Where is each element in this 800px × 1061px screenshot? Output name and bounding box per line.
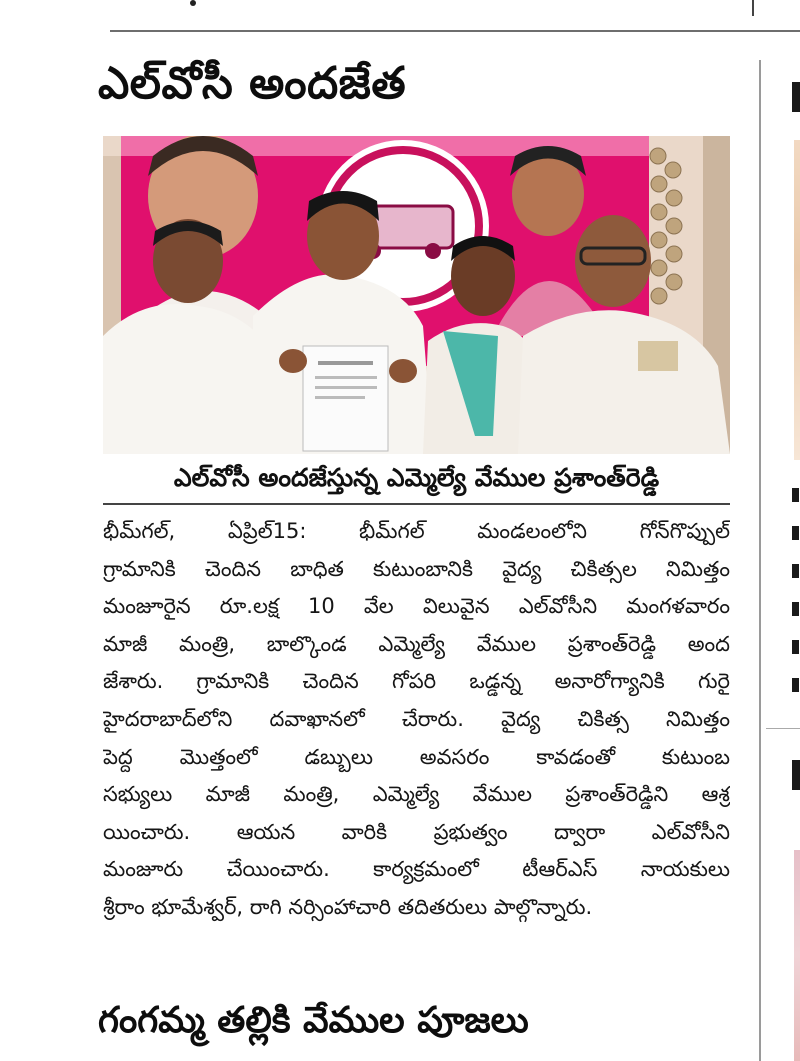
section-divider [110,30,800,32]
body-line: భీమ్‌గల్, ఏప్రిల్15: భీమ్‌గల్ మండలంలోని గోన్‌గొప్పుల్ [103,519,730,543]
body-line: శ్రీరాం భూమేశ్వర్, రాగి నర్సింహాచారి తదితరులు పాల్గొన్నారు. [103,894,593,919]
body-line: హైదరాబాద్‌లోని దవాఖానలో చేరారు. వైద్య చికిత్స నిమిత్తం [103,706,730,731]
body-line: జేశారు. గ్రామానికి చెందిన గోపరి ఒడ్డన్న అనారోగ్యానికి గురై [103,669,730,694]
body-line: యించారు. ఆయన వారికి ప్రభుత్వం ద్వారా ఎల్‌వోసీని [103,819,730,844]
photo-caption: ఎల్‌వోసీ అందజేస్తున్న ఎమ్మెల్యే వేముల ప్రశాంత్‌రెడ్డి [173,463,660,492]
body-line: సభ్యులు మాజీ మంత్రి, ఎమ్మెల్యే వేముల ప్రశాంత్‌రెడ్డిని ఆశ్ర [103,782,730,807]
column-divider [759,60,761,1061]
adjacent-column-fragment [766,60,800,1061]
body-line: మంజూరైన రూ.లక్ష 10 వేల విలువైన ఎల్‌వోసీని మంగళవారం [103,594,730,619]
body-line: పెద్ద మొత్తంలో డబ్బులు అవసరం కావడంతో కుటుంబ [103,744,730,769]
next-article-headline: గంగమ్మ తల్లికి వేముల పూజలు [98,1000,529,1041]
adjacent-photo-fragment-2 [794,850,800,1061]
body-line: మాజీ మంత్రి, బాల్కొండ ఎమ్మెల్యే వేముల ప్రశాంత్‌రెడ్డి అంద [103,631,730,656]
article-photo [103,136,730,454]
body-line: మంజూరు చేయించారు. కార్యక్రమంలో టీఆర్‌ఎస్ నాయకులు [103,857,730,882]
article-body [103,513,730,927]
column-tick [752,0,754,16]
body-line: గ్రామానికి చెందిన బాధిత కుటుంబానికి వైద్య చికిత్సల నిమిత్తం [103,556,730,581]
adjacent-photo-fragment [794,140,800,460]
previous-article-fragment [190,0,280,8]
article-headline: ఎల్‌వోసీ అందజేత [98,58,407,109]
caption-divider [103,503,730,505]
